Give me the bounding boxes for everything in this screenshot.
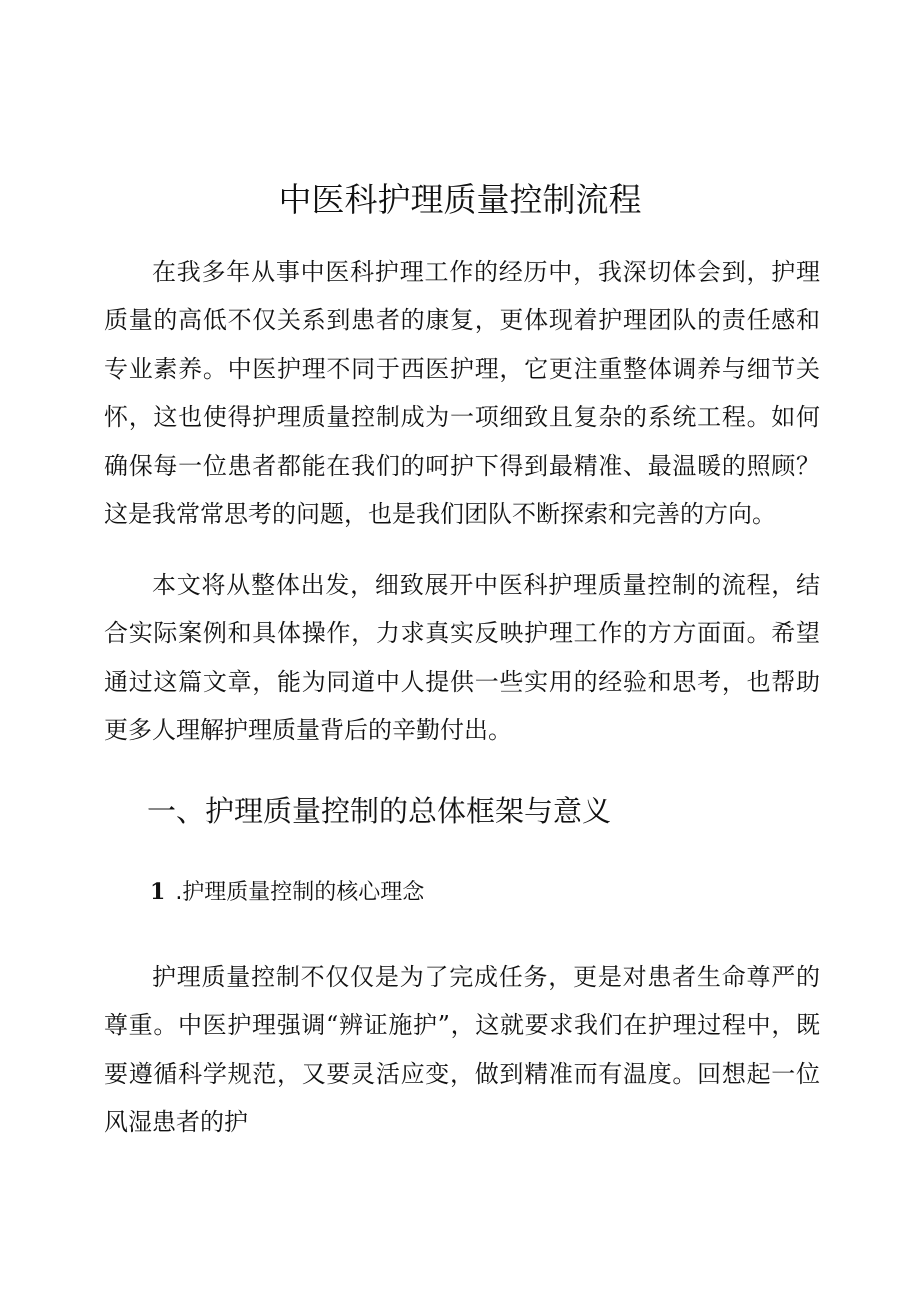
subsection-number: 1 <box>150 879 166 905</box>
subsection-1-heading <box>150 872 424 913</box>
subsection-title: .护理质量控制的核心理念 <box>175 880 425 905</box>
intro-paragraph-1: 在我多年从事中医科护理工作的经历中，我深切体会到，护理质量的高低不仅关系到患者的康复，更体现着护理团队的责任感和专业素养。中医护理不同于西医护理，它更注重整体调养与细节关怀，这也使得护理质量控制成为一项细致且复杂的系统工程。如何确保每一位患者都能在我们的呵护下得到最精准、最温暖的照顾？这是我常常思考的问题，也是我们团队不断探索和完善的方向。 <box>104 258 820 529</box>
section-1-heading: 一、护理质量控制的总体框架与意义 <box>147 794 612 828</box>
subsection-1-paragraph: 护理质量控制不仅仅是为了完成任务，更是对患者生命尊严的尊重。中医护理强调“辨证施护”，这就要求我们在护理过程中，既要遵循科学规范，又要灵活应变，做到精准而有温度。回想起一位风湿患者的护 <box>104 963 820 1137</box>
document-title: 中医科护理质量控制流程 <box>278 180 642 219</box>
intro-paragraph-2: 本文将从整体出发，细致展开中医科护理质量控制的流程，结合实际案例和具体操作，力求真实反映护理工作的方方面面。希望通过这篇文章，能为同道中人提供一些实用的经验和思考，也帮助更多人理解护理质量背后的辛勤付出。 <box>104 571 820 745</box>
